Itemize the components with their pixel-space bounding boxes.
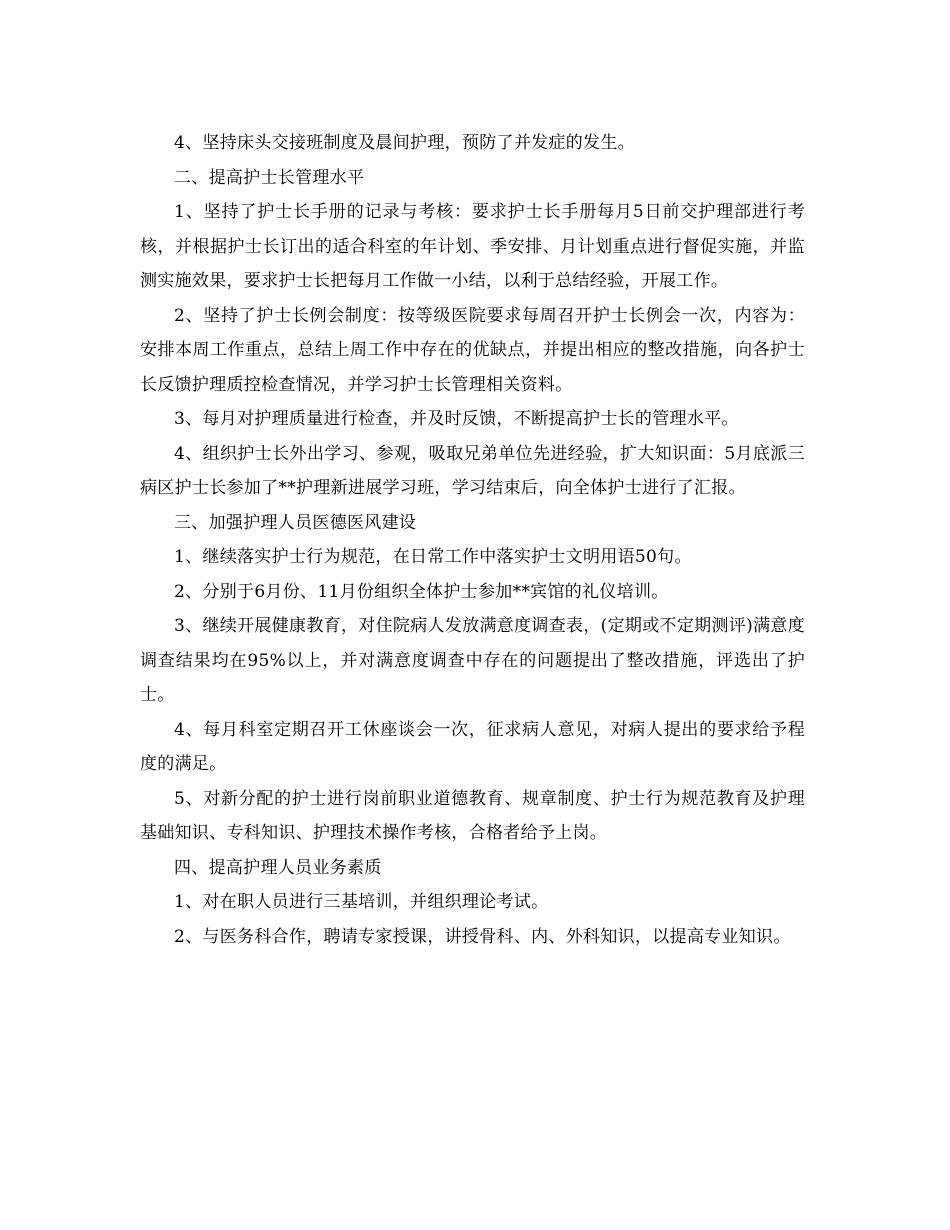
paragraph: 4、坚持床头交接班制度及晨间护理，预防了并发症的发生。 <box>174 133 635 153</box>
section-heading: 二、提高护士长管理水平 <box>174 167 365 188</box>
paragraph: 2、与医务科合作，聘请专家授课，讲授骨科、内、外科知识，以提高专业知识。 <box>174 926 791 947</box>
paragraph: 2、分别于6月份、11月份组织全体护士参加**宾馆的礼仪培训。 <box>174 581 669 602</box>
paragraph: 4、组织护士长外出学习、参观，吸取兄弟单位先进经验，扩大知识面：5月底派三病区护士长参加了**护理新进展学习班，学习结束后，向全体护士进行了汇报。 <box>140 443 805 498</box>
paragraph: 5、对新分配的护士进行岗前职业道德教育、规章制度、护士行为规范教育及护理基础知识、专科知识、护理技术操作考核，合格者给予上岗。 <box>140 788 805 843</box>
paragraph: 1、坚持了护士长手册的记录与考核：要求护士长手册每月5日前交护理部进行考核，并根据护士长订出的适合科室的年计划、季安排、月计划重点进行督促实施，并监测实施效果，要求护士长把每月工作做一小结，以利于总结经验，开展工作。 <box>140 202 805 291</box>
paragraph: 3、继续开展健康教育，对住院病人发放满意度调查表，(定期或不定期测评)满意度调查结果均在95%以上，并对满意度调查中存在的问题提出了整改措施，评选出了护士。 <box>140 616 805 705</box>
section-heading: 四、提高护理人员业务素质 <box>174 857 382 878</box>
paragraph: 2、坚持了护士长例会制度：按等级医院要求每周召开护士长例会一次，内容为：安排本周工作重点，总结上周工作中存在的优缺点，并提出相应的整改措施，向各护士长反馈护理质控检查情况，并学习护士长管理相关资料。 <box>140 305 805 395</box>
paragraph: 4、每月科室定期召开工休座谈会一次，征求病人意见，对病人提出的要求给予程度的满足。 <box>140 719 805 774</box>
paragraph: 1、继续落实护士行为规范，在日常工作中落实护士文明用语50句。 <box>174 547 692 567</box>
section-heading: 三、加强护理人员医德医风建设 <box>174 512 417 533</box>
document-body <box>140 126 805 954</box>
paragraph: 3、每月对护理质量进行检查，并及时反馈，不断提高护士长的管理水平。 <box>174 409 739 429</box>
paragraph: 1、对在职人员进行三基培训，并组织理论考试。 <box>174 892 549 912</box>
